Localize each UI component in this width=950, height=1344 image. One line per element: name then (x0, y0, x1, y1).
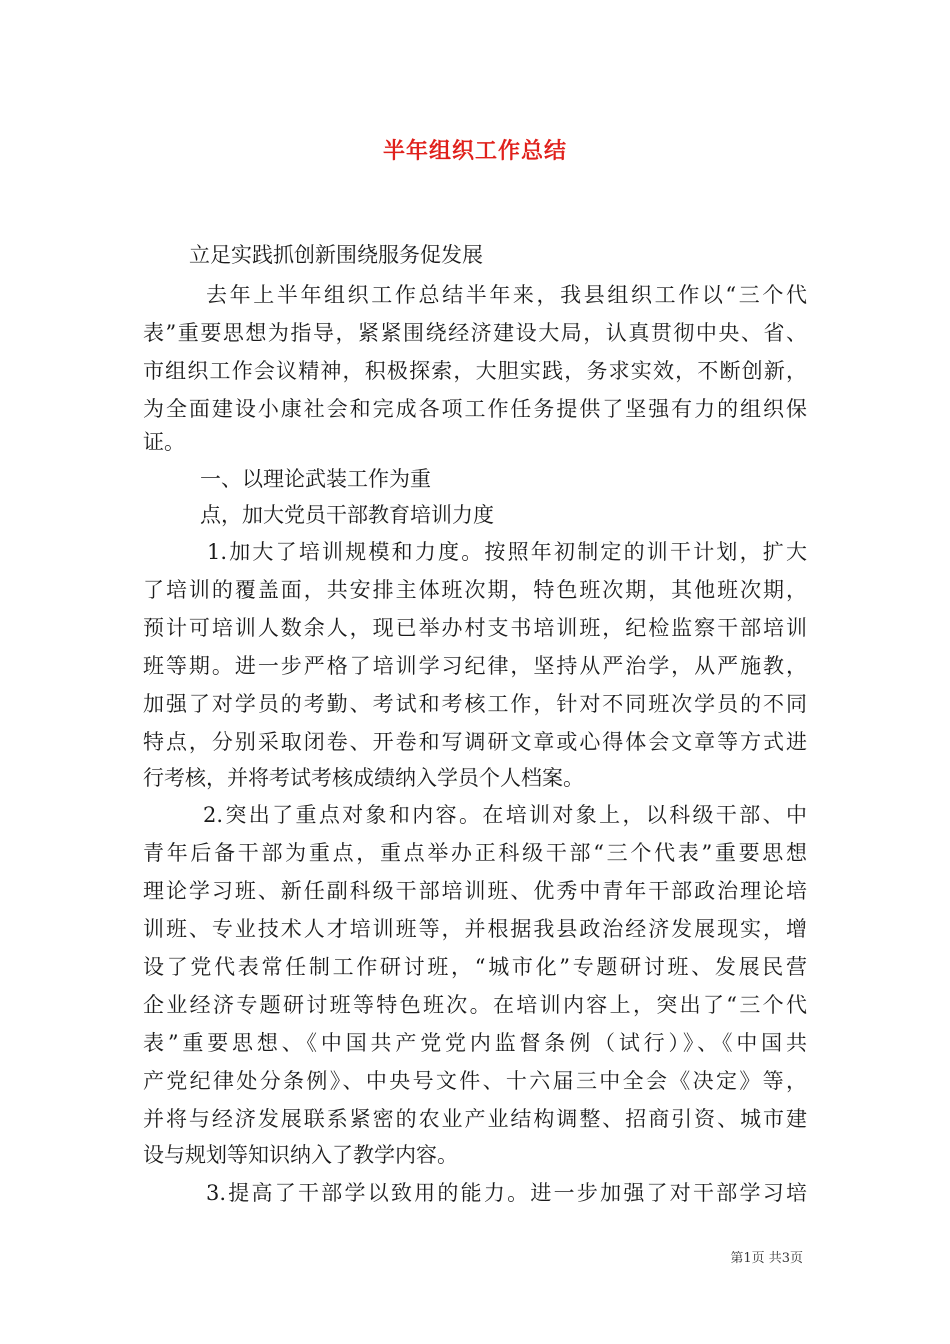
paragraph-line: 企业经济专题研讨班等特色班次。在培训内容上，突出了“三个代 (143, 993, 807, 1017)
paragraph-line: 特点，分别采取闭卷、开卷和写调研文章或心得体会文章等方式进 (143, 730, 807, 754)
paragraph-line: 青年后备干部为重点，重点举办正科级干部“三个代表”重要思想 (143, 841, 807, 865)
paragraph-line: 产党纪律处分条例》、中央号文件、十六届三中全会《决定》等， (143, 1069, 807, 1093)
paragraph-line: 训班、专业技术人才培训班等，并根据我县政治经济发展现实，增 (143, 917, 807, 941)
paragraph-line: 设与规划等知识纳入了教学内容。 (143, 1143, 458, 1167)
paragraph-line: 1.加大了培训规模和力度。按照年初制定的训干计划，扩大 (207, 540, 807, 564)
paragraph-line: 行考核，并将考试考核成绩纳入学员个人档案。 (143, 766, 584, 790)
paragraph-line: 3.提高了干部学以致用的能力。进一步加强了对干部学习培 (206, 1181, 807, 1205)
paragraph-line: 班等期。进一步严格了培训学习纪律，坚持从严治学，从严施教， (143, 654, 807, 678)
paragraph-line: 并将与经济发展联系紧密的农业产业结构调整、招商引资、城市建 (143, 1107, 807, 1131)
document-subtitle: 立足实践抓创新围绕服务促发展 (189, 243, 483, 267)
page-number: 第1页 共3页 (730, 1251, 803, 1266)
paragraph-line: 2.突出了重点对象和内容。在培训对象上，以科级干部、中 (203, 803, 807, 827)
paragraph-line: 设了党代表常任制工作研讨班，“城市化”专题研讨班、发展民营 (143, 955, 807, 979)
paragraph-line: 去年上半年组织工作总结半年来，我县组织工作以“三个代 (206, 283, 807, 307)
paragraph-line: 加强了对学员的考勤、考试和考核工作，针对不同班次学员的不同 (143, 692, 807, 716)
section-heading: 一、以理论武装工作为重 (200, 467, 431, 491)
paragraph-line: 了培训的覆盖面，共安排主体班次期，特色班次期，其他班次期， (143, 578, 807, 602)
paragraph-line: 预计可培训人数余人，现已举办村支书培训班，纪检监察干部培训 (143, 616, 807, 640)
paragraph-line: 表”重要思想、《中国共产党党内监督条例（试行）》、《中国共 (143, 1031, 807, 1055)
section-heading: 点，加大党员干部教育培训力度 (200, 503, 494, 527)
paragraph-line: 表”重要思想为指导，紧紧围绕经济建设大局，认真贯彻中央、省、 (143, 321, 807, 345)
paragraph-line: 市组织工作会议精神，积极探索，大胆实践，务求实效，不断创新， (143, 359, 807, 383)
document-title: 半年组织工作总结 (382, 138, 567, 164)
paragraph-line: 为全面建设小康社会和完成各项工作任务提供了坚强有力的组织保 (143, 397, 807, 421)
paragraph-line: 证。 (143, 430, 185, 454)
paragraph-line: 理论学习班、新任副科级干部培训班、优秀中青年干部政治理论培 (143, 879, 807, 903)
